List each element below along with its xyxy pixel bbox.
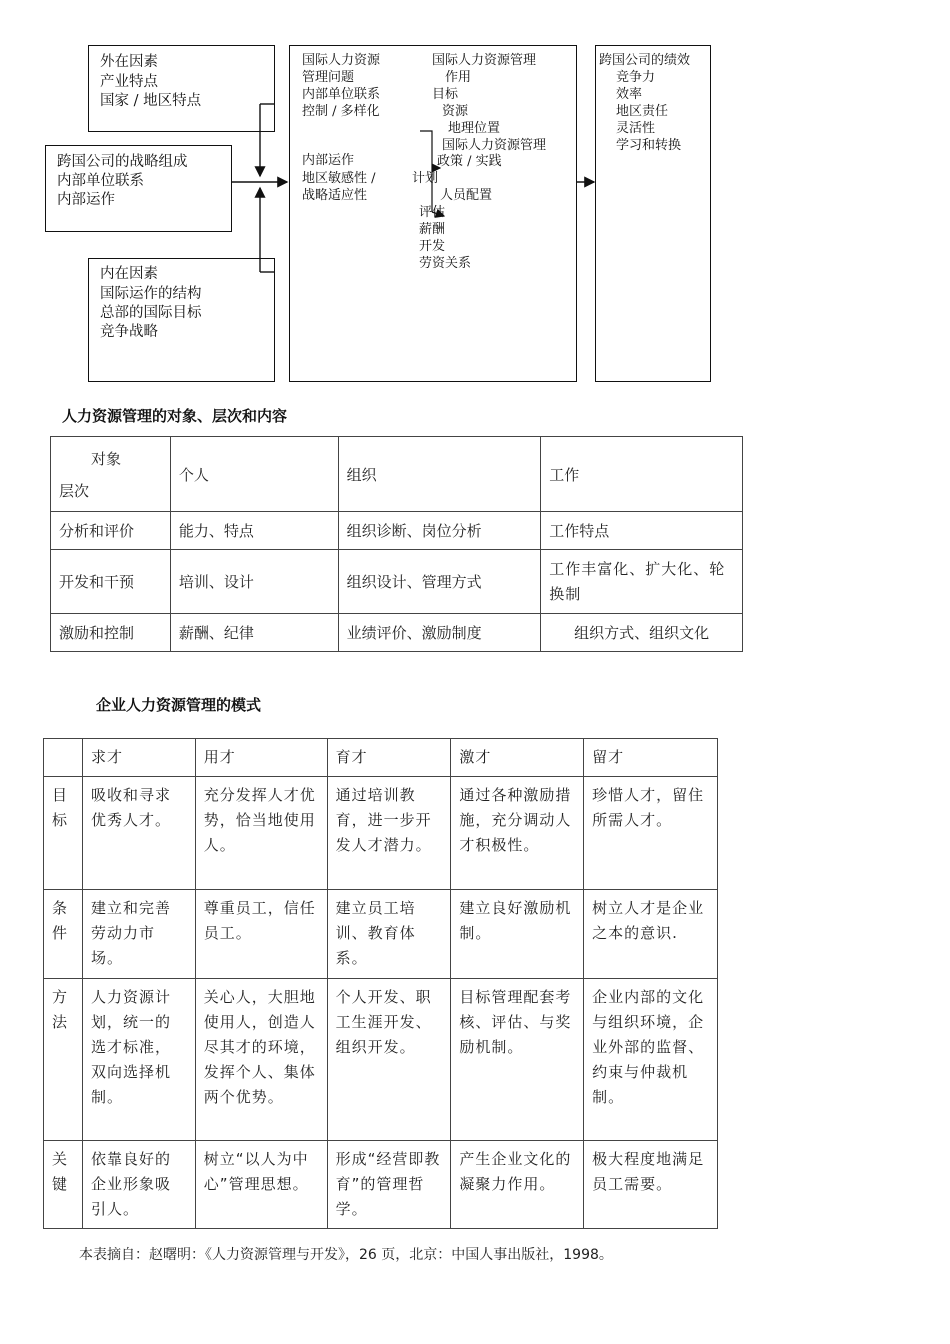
table-row [51,512,743,550]
mid-left-top-0: 国际人力资源 [302,53,381,68]
table-cell: 树立“以人为中心”管理思想。 [195,1141,327,1229]
table-cell: 组织设计、管理方式 [338,550,541,614]
table-cell: 关心人，大胆地使用人，创造人尽其才的环境，发挥个人、集体两个优势。 [195,979,327,1141]
mid-right-bottom-2: 薪酬 [419,222,446,237]
table-cell: 尊重员工，信任员工。 [195,890,327,979]
table-row [51,614,743,652]
plan-label: 计划 [412,171,439,186]
table2-header: 激才 [451,739,584,777]
corner-level-label: 层次 [59,482,90,500]
table-cell: 组织方式、组织文化 [541,614,743,652]
mid-right-bottom-0: 人员配置 [440,188,493,203]
strategic-line-2: 内部运作 [57,192,115,208]
table-row [44,777,718,890]
hrm-model-table [43,738,718,1229]
table-cell: 个人开发、职工生涯开发、组织开发。 [327,979,451,1141]
mid-left-top-1: 管理问题 [302,70,355,85]
performance-line-4: 灵活性 [616,121,656,136]
row-label: 开发和干预 [51,550,171,614]
table2-header: 育才 [327,739,451,777]
performance-line-3: 地区责任 [616,104,669,119]
table-cell: 业绩评价、激励制度 [338,614,541,652]
strategic-components-box [45,145,232,232]
table-cell: 依靠良好的企业形象吸引人。 [82,1141,195,1229]
table-cell: 工作丰富化、扩大化、轮换制 [541,550,743,614]
source-note: 本表摘自：赵曙明：《人力资源管理与开发》，26 页，北京：中国人事出版社，1998。 [79,1247,613,1263]
external-factors-box [88,45,275,132]
table-cell: 树立人才是企业之本的意识. [584,890,718,979]
table-row [44,890,718,979]
internal-line-1: 国际运作的结构 [100,286,202,302]
table-cell: 目标管理配套考核、评估、与奖励机制。 [451,979,584,1141]
internal-factors-box [88,258,275,382]
table-cell: 吸收和寻求优秀人才。 [82,777,195,890]
internal-line-0: 内在因素 [100,266,158,282]
table-cell: 通过培训教育，进一步开发人才潜力。 [327,777,451,890]
table-cell: 珍惜人才，留住所需人才。 [584,777,718,890]
performance-line-1: 竞争力 [616,70,656,85]
external-line-2: 国家 / 地区特点 [100,93,202,109]
table2-header: 求才 [82,739,195,777]
mid-right-bottom-1: 评估 [419,205,446,220]
mid-left-bottom-0: 内部运作 [302,153,355,168]
table1-header: 个人 [170,437,338,512]
table2-corner-cell [44,739,83,777]
table-row [44,1141,718,1229]
table-cell: 组织诊断、岗位分析 [338,512,541,550]
row-label: 方法 [44,979,83,1141]
mid-right-bottom-4: 劳资关系 [419,256,472,271]
table-cell: 建立良好激励机制。 [451,890,584,979]
mid-right-top-2: 目标 [432,87,459,102]
table1-corner-cell [51,437,171,512]
mid-right-top-6: 政策 / 实践 [437,154,502,169]
table-cell: 通过各种激励措施，充分调动人才积极性。 [451,777,584,890]
corner-object-label: 对象 [91,450,122,468]
table-cell: 极大程度地满足员工需要。 [584,1141,718,1229]
table1-header: 组织 [338,437,541,512]
table-cell: 能力、特点 [170,512,338,550]
strategic-line-1: 内部单位联系 [57,173,144,189]
table-row [51,550,743,614]
table-cell: 培训、设计 [170,550,338,614]
mid-right-top-1: 作用 [445,70,472,85]
mid-left-top-2: 内部单位联系 [302,87,381,102]
mid-left-bottom-2: 战略适应性 [302,188,368,203]
mid-right-top-3: 资源 [442,104,469,119]
mid-right-top-5: 国际人力资源管理 [442,138,547,153]
table-cell: 建立员工培训、教育体系。 [327,890,451,979]
table-cell: 产生企业文化的凝聚力作用。 [451,1141,584,1229]
mid-right-bottom-3: 开发 [419,239,446,254]
mid-left-top-3: 控制 / 多样化 [302,104,380,119]
table-cell: 薪酬、纪律 [170,614,338,652]
row-label: 分析和评价 [51,512,171,550]
mid-left-bottom-1: 地区敏感性 / [302,171,376,186]
external-line-1: 产业特点 [100,74,158,90]
row-label: 目标 [44,777,83,890]
hrm-object-level-table [50,436,743,652]
mid-right-top-4: 地理位置 [448,121,501,136]
table1-header: 工作 [541,437,743,512]
table-cell: 工作特点 [541,512,743,550]
performance-line-2: 效率 [616,87,643,102]
table1-header-row [51,437,743,512]
ihrm-center-box [289,45,577,382]
table-cell: 建立和完善劳动力市场。 [82,890,195,979]
table-row [44,979,718,1141]
row-label: 激励和控制 [51,614,171,652]
internal-line-3: 竞争战略 [100,324,158,340]
strategic-line-0: 跨国公司的战略组成 [57,154,188,170]
mid-right-top-0: 国际人力资源管理 [432,53,537,68]
row-label: 条件 [44,890,83,979]
table1-title: 人力资源管理的对象、层次和内容 [62,407,288,425]
table-cell: 形成“经营即教育”的管理哲学。 [327,1141,451,1229]
table2-title: 企业人力资源管理的模式 [96,696,262,714]
table2-header: 用才 [195,739,327,777]
external-line-0: 外在因素 [100,54,158,70]
table-cell: 人力资源计划，统一的选才标准，双向选择机制。 [82,979,195,1141]
performance-box [595,45,711,382]
table-cell: 充分发挥人才优势，恰当地使用人。 [195,777,327,890]
internal-line-2: 总部的国际目标 [100,305,202,321]
row-label: 关键 [44,1141,83,1229]
table2-header-row [44,739,718,777]
performance-line-5: 学习和转换 [616,138,682,153]
table-cell: 企业内部的文化与组织环境，企业外部的监督、约束与仲裁机制。 [584,979,718,1141]
table2-header: 留才 [584,739,718,777]
performance-line-0: 跨国公司的绩效 [599,53,691,68]
